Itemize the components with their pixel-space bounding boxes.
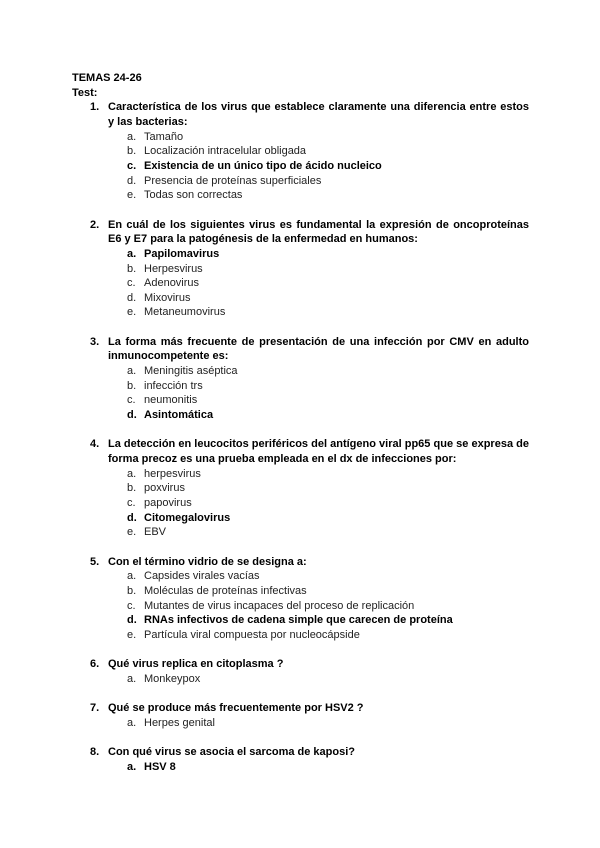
question-number: 6. xyxy=(90,658,100,671)
option-text: Adenovirus xyxy=(144,277,200,290)
option-text: Citomegalovirus xyxy=(144,511,231,524)
option-letter: a. xyxy=(127,247,137,260)
answer-option xyxy=(108,276,529,291)
answer-option xyxy=(108,393,529,408)
question-number: 3. xyxy=(90,335,100,348)
option-letter: a. xyxy=(127,130,137,143)
option-text: poxvirus xyxy=(144,482,185,495)
option-text: Partícula viral compuesta por nucleocápside xyxy=(144,628,360,641)
question-text: Con qué virus se asocia el sarcoma de kaposi? xyxy=(108,746,355,759)
option-letter: c. xyxy=(127,496,136,509)
answer-option xyxy=(108,188,529,203)
document-title: TEMAS 24-26 xyxy=(72,72,142,84)
answer-option xyxy=(108,291,529,306)
answer-option xyxy=(108,481,529,496)
option-text: Localización intracelular obligada xyxy=(144,145,307,158)
question-2 xyxy=(72,218,529,321)
option-text: Asintomática xyxy=(144,409,214,422)
answer-option-correct xyxy=(108,613,529,628)
option-text: neumonitis xyxy=(144,394,198,407)
option-text: Todas son correctas xyxy=(144,189,243,202)
option-text: Presencia de proteínas superficiales xyxy=(144,174,322,187)
answer-option-correct xyxy=(108,247,529,262)
question-text: La detección en leucocitos periféricos del antígeno viral pp65 que se expresa de forma precoz es una prueba empleada en el dx de infecciones por: xyxy=(108,438,529,466)
option-text: Herpesvirus xyxy=(144,262,203,275)
option-letter: e. xyxy=(127,628,137,641)
option-letter: d. xyxy=(127,614,137,627)
answer-option xyxy=(108,672,529,687)
question-number: 4. xyxy=(90,438,100,451)
answer-option xyxy=(108,144,529,159)
option-letter: b. xyxy=(127,145,137,158)
option-letter: e. xyxy=(127,189,137,202)
answer-option xyxy=(108,467,529,482)
question-number: 7. xyxy=(90,702,100,715)
option-text: Mixovirus xyxy=(144,291,191,304)
answer-option xyxy=(108,584,529,599)
option-letter: d. xyxy=(127,174,137,187)
question-list xyxy=(72,100,529,774)
option-letter: e. xyxy=(127,526,137,539)
question-number: 2. xyxy=(90,218,100,231)
option-letter: a. xyxy=(127,716,137,729)
answer-option xyxy=(108,379,529,394)
option-text: infección trs xyxy=(144,379,203,392)
option-letter: a. xyxy=(127,672,137,685)
option-letter: b. xyxy=(127,379,137,392)
option-letter: c. xyxy=(127,159,137,172)
answer-option-correct xyxy=(108,760,529,775)
answer-option xyxy=(108,525,529,540)
answer-option-correct xyxy=(108,159,529,174)
question-6 xyxy=(72,657,529,686)
answer-option xyxy=(108,130,529,145)
question-1 xyxy=(72,100,529,203)
option-letter: a. xyxy=(127,365,137,378)
answer-option xyxy=(108,496,529,511)
question-8 xyxy=(72,745,529,774)
answer-option xyxy=(108,174,529,189)
answer-option xyxy=(108,262,529,277)
answer-option xyxy=(108,628,529,643)
answer-option xyxy=(108,305,529,320)
option-letter: e. xyxy=(127,306,137,319)
answer-option-correct xyxy=(108,408,529,423)
document-page xyxy=(72,71,529,789)
option-text: HSV 8 xyxy=(144,760,176,773)
option-text: EBV xyxy=(144,526,167,539)
option-letter: c. xyxy=(127,599,136,612)
answer-option xyxy=(108,569,529,584)
question-number: 1. xyxy=(90,101,100,114)
question-4 xyxy=(72,437,529,540)
option-text: Papilomavirus xyxy=(144,247,220,260)
option-letter: a. xyxy=(127,570,137,583)
option-letter: b. xyxy=(127,482,137,495)
option-text: Tamaño xyxy=(144,130,184,143)
option-text: papovirus xyxy=(144,496,192,509)
question-text: En cuál de los siguientes virus es fundamental la expresión de oncoproteínas E6 y E7 para la patogénesis de la enfermedad en humanos: xyxy=(108,218,529,246)
option-letter: d. xyxy=(127,511,137,524)
option-letter: a. xyxy=(127,760,137,773)
option-text: Herpes genital xyxy=(144,716,215,729)
option-text: Metaneumovirus xyxy=(144,306,226,319)
question-number: 8. xyxy=(90,746,100,759)
option-text: Mutantes de virus incapaces del proceso de replicación xyxy=(144,599,415,612)
answer-option-correct xyxy=(108,511,529,526)
option-letter: c. xyxy=(127,277,136,290)
option-letter: a. xyxy=(127,467,137,480)
option-letter: b. xyxy=(127,584,137,597)
question-7 xyxy=(72,701,529,730)
question-text: Con el término vidrio de se designa a: xyxy=(108,555,307,568)
question-text: La forma más frecuente de presentación de una infección por CMV en adulto inmunocompetente es: xyxy=(108,335,529,363)
option-text: Meningitis aséptica xyxy=(144,365,238,378)
option-letter: d. xyxy=(127,291,137,304)
option-text: RNAs infectivos de cadena simple que carecen de proteína xyxy=(144,614,453,627)
answer-option xyxy=(108,364,529,379)
question-text: Qué se produce más frecuentemente por HSV2 ? xyxy=(108,702,364,715)
test-heading: Test: xyxy=(72,86,98,99)
option-text: Moléculas de proteínas infectivas xyxy=(144,584,307,597)
option-letter: c. xyxy=(127,394,136,407)
question-text: Característica de los virus que establece claramente una diferencia entre estos y las bacterias: xyxy=(108,101,529,128)
option-letter: d. xyxy=(127,409,137,422)
question-text: Qué virus replica en citoplasma ? xyxy=(108,658,284,671)
option-letter: b. xyxy=(127,262,137,275)
option-text: Capsides virales vacías xyxy=(144,570,260,583)
question-5 xyxy=(72,555,529,643)
answer-option xyxy=(108,716,529,731)
question-number: 5. xyxy=(90,555,100,568)
option-text: herpesvirus xyxy=(144,467,201,480)
option-text: Existencia de un único tipo de ácido nucleico xyxy=(144,159,382,172)
option-text: Monkeypox xyxy=(144,672,201,685)
answer-option xyxy=(108,599,529,614)
question-3 xyxy=(72,335,529,423)
